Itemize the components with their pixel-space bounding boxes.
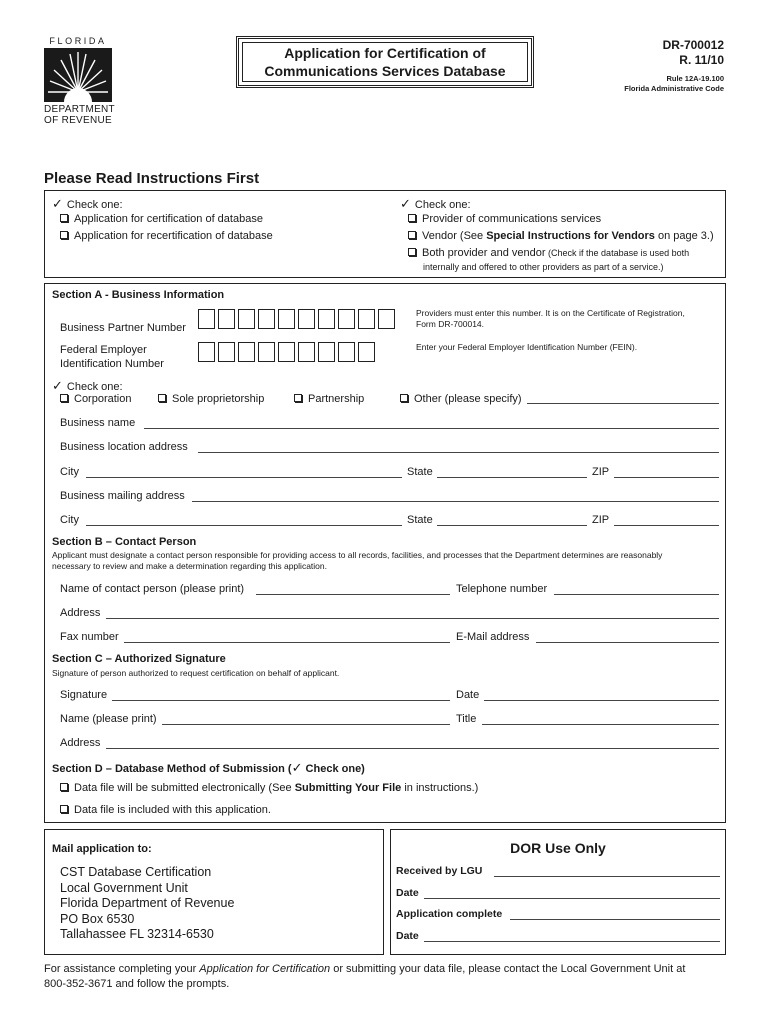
name-print-line[interactable] (162, 724, 450, 725)
section-a-title: Section A - Business Information (52, 289, 225, 301)
business-partner-number-boxes[interactable] (198, 309, 398, 334)
application-complete-line (510, 919, 720, 920)
section-c-description: Signature of person authorized to request certification on behalf of applicant. (52, 668, 340, 678)
city-line-2[interactable] (86, 525, 402, 526)
checkbox[interactable] (60, 394, 68, 402)
instructions-heading: Please Read Instructions First (44, 170, 260, 187)
entity-other[interactable]: Other (please specify) (400, 393, 522, 405)
logo-state-text: FLORIDA (49, 36, 107, 46)
dor-date-label-2: Date (396, 930, 419, 942)
checkbox[interactable] (60, 231, 68, 239)
option-provider[interactable]: Provider of communications services (408, 213, 601, 225)
zip-label-2: ZIP (592, 514, 610, 526)
signature-date-label: Date (456, 689, 480, 701)
city-label-2: City (60, 514, 79, 526)
mail-address: CST Database Certification Local Government Unit Florida Department of Revenue PO Box 6530 Tallahassee FL 32314-6530 (60, 865, 235, 941)
zip-label-1: ZIP (592, 466, 610, 478)
mailing-address-line[interactable] (192, 501, 719, 502)
option-both-note: internally and offered to other providers as part of a service.) (423, 262, 664, 272)
title-line[interactable] (482, 724, 719, 725)
fein-note: Enter your Federal Employer Identification Number (FEIN). (416, 342, 638, 352)
zip-line-1[interactable] (614, 477, 719, 478)
state-line-2[interactable] (437, 525, 587, 526)
checkbox[interactable] (400, 394, 408, 402)
state-line-1[interactable] (437, 477, 587, 478)
application-complete-label: Application complete (396, 908, 503, 920)
checkbox[interactable] (60, 805, 68, 813)
signer-address-line[interactable] (106, 748, 719, 749)
telephone-line[interactable] (554, 594, 719, 595)
fein-label: Federal Employer Identification Number (60, 344, 164, 370)
checkbox[interactable] (294, 394, 302, 402)
section-d-title: Section D – Database Method of Submission (✓ Check one) (52, 760, 365, 775)
form-id: DR-700012 R. 11/10 (662, 38, 724, 67)
dor-use-only-title: DOR Use Only (510, 840, 606, 856)
form-title-line2: Communications Services Database (264, 63, 506, 79)
submission-electronic[interactable]: Data file will be submitted electronically (See Submitting Your File in instructions.) (60, 782, 478, 794)
contact-name-label: Name of contact person (please print) (60, 583, 245, 595)
checkbox[interactable] (408, 214, 416, 222)
fax-label: Fax number (60, 631, 119, 643)
signature-line[interactable] (112, 700, 450, 701)
section-c-title: Section C – Authorized Signature (52, 653, 226, 665)
location-address-line[interactable] (198, 452, 719, 453)
checkbox[interactable] (60, 783, 68, 791)
email-line[interactable] (536, 642, 719, 643)
state-label-1: State (407, 466, 433, 478)
signature-label: Signature (60, 689, 108, 701)
contact-name-line[interactable] (256, 594, 450, 595)
option-recertification[interactable]: Application for recertification of database (60, 230, 273, 242)
check-one-right: ✓ Check one: (400, 196, 471, 211)
signature-date-line[interactable] (484, 700, 719, 701)
entity-corporation[interactable]: Corporation (60, 393, 131, 405)
received-by-lgu-label: Received by LGU (396, 865, 483, 877)
dor-date-label-1: Date (396, 887, 419, 899)
section-b-title: Section B – Contact Person (52, 536, 197, 548)
signer-address-label: Address (60, 737, 101, 749)
rule-citation: Rule 12A-19.100 Florida Administrative Code (624, 74, 724, 93)
checkbox[interactable] (158, 394, 166, 402)
city-line-1[interactable] (86, 477, 402, 478)
business-partner-note: Providers must enter this number. It is on the Certificate of Registration, Form DR-700014. (416, 308, 685, 329)
entity-sole-proprietorship[interactable]: Sole proprietorship (158, 393, 264, 405)
option-vendor[interactable]: Vendor (See Special Instructions for Vendors on page 3.) (408, 230, 714, 242)
assistance-footer: For assistance completing your Application for Certification or submitting your data file, please contact the Local Government Unit at 800-352-3671 and follow the prompts. (44, 963, 686, 990)
option-both[interactable]: Both provider and vendor (Check if the database is used both (408, 247, 689, 259)
location-address-label: Business location address (60, 441, 188, 453)
entity-partnership[interactable]: Partnership (294, 393, 364, 405)
business-partner-label: Business Partner Number (60, 322, 186, 334)
dor-date-line-1 (424, 898, 720, 899)
mailing-address-label: Business mailing address (60, 490, 185, 502)
other-specify-line[interactable] (527, 403, 719, 404)
florida-sun-logo-icon (44, 48, 112, 102)
option-certification[interactable]: Application for certification of database (60, 213, 263, 225)
check-one-entity: ✓ Check one: (52, 378, 123, 393)
checkbox[interactable] (408, 231, 416, 239)
mail-to-title: Mail application to: (52, 843, 152, 855)
logo-department-text: DEPARTMENT OF REVENUE (44, 104, 115, 126)
zip-line-2[interactable] (614, 525, 719, 526)
city-label-1: City (60, 466, 79, 478)
fein-number-boxes[interactable] (198, 342, 378, 367)
name-print-label: Name (please print) (60, 713, 157, 725)
contact-address-line[interactable] (106, 618, 719, 619)
form-title-line1: Application for Certification of (284, 45, 486, 61)
contact-address-label: Address (60, 607, 101, 619)
title-label: Title (456, 713, 477, 725)
checkbox[interactable] (60, 214, 68, 222)
checkbox[interactable] (408, 248, 416, 256)
dor-date-line-2 (424, 941, 720, 942)
state-label-2: State (407, 514, 433, 526)
form-title-box (236, 36, 534, 88)
check-one-left: ✓ Check one: (52, 196, 123, 211)
telephone-label: Telephone number (456, 583, 548, 595)
section-b-description: Applicant must designate a contact person responsible for providing access to all records, facilities, and processes that the Department determines are reasonably necessary to review and make a determination regarding this application. (52, 550, 663, 571)
business-name-label: Business name (60, 417, 136, 429)
email-label: E-Mail address (456, 631, 530, 643)
submission-included[interactable]: Data file is included with this application. (60, 804, 271, 816)
business-name-line[interactable] (144, 428, 719, 429)
fax-line[interactable] (124, 642, 450, 643)
received-by-lgu-line (494, 876, 720, 877)
